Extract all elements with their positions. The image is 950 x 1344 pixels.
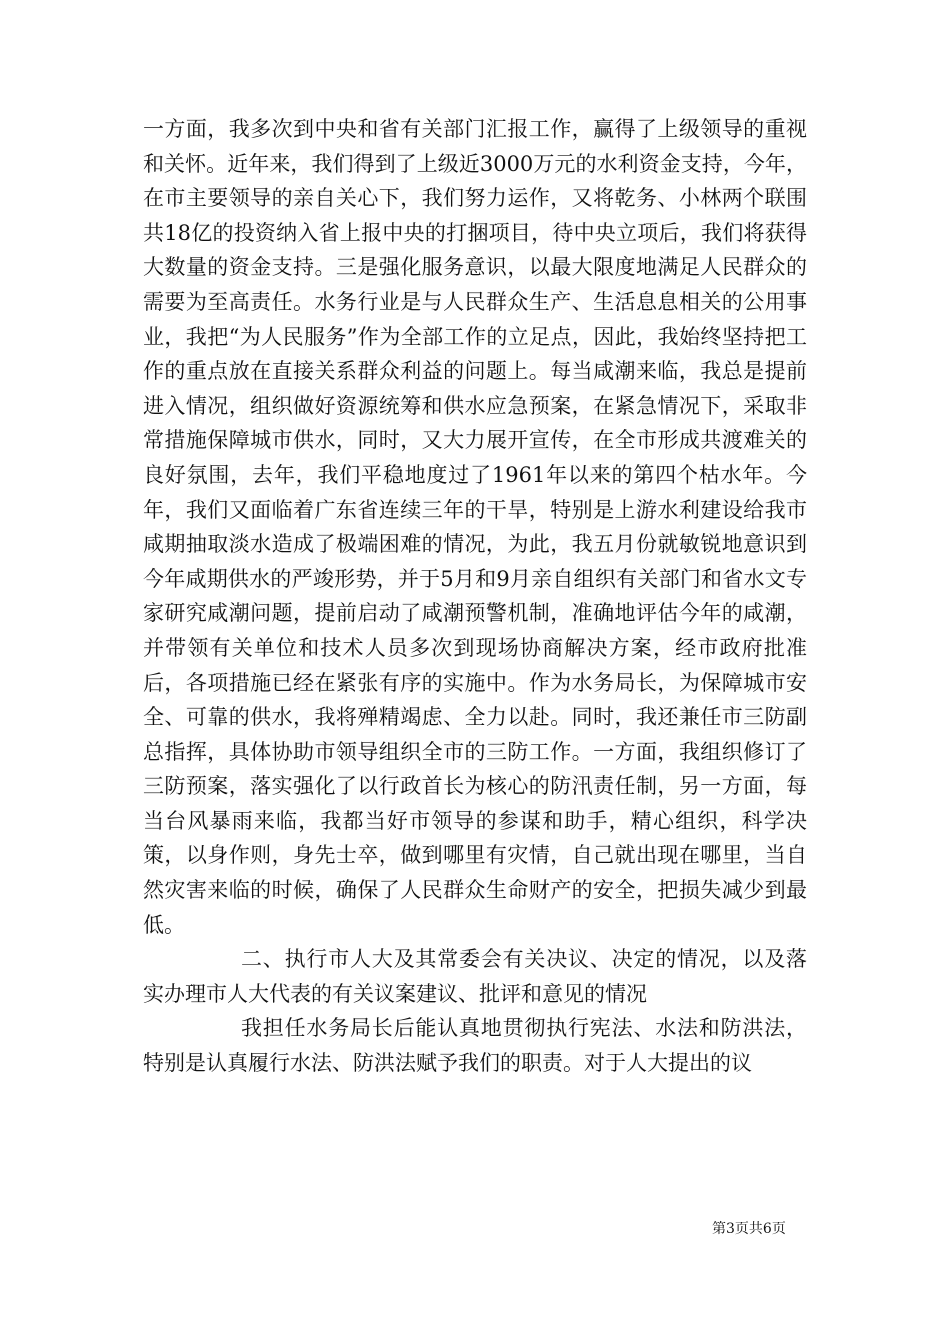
document-body (143, 112, 807, 1081)
section-heading: 二、执行市人大及其常委会有关决议、决定的情况，以及落实办理市人大代表的有关议案建议、批评和意见的情况 (143, 947, 807, 1006)
paragraph-main: 一方面，我多次到中央和省有关部门汇报工作，赢得了上级领导的重视和关怀。近年来，我们得到了上级近3000万元的水利资金支持，今年，在市主要领导的亲自关心下，我们努力运作，又将乾务、小林两个联围共18亿的投资纳入省上报中央的打捆项目，待中央立项后，我们将获得大数量的资金支持。三是强化服务意识，以最大限度地满足人民群众的需要为至高责任。水务行业是与人民群众生产、生活息息相关的公用事业，我把“为人民服务”作为全部工作的立足点，因此，我始终坚持把工作的重点放在直接关系群众利益的问题上。每当咸潮来临，我总是提前进入情况，组织做好资源统筹和供水应急预案，在紧急情况下，采取非常措施保障城市供水，同时，又大力展开宣传，在全市形成共渡难关的良好氛围，去年，我们平稳地度过了1961年以来的第四个枯水年。今年，我们又面临着广东省连续三年的干旱，特别是上游水利建设给我市咸期抽取淡水造成了极端困难的情况，为此，我五月份就敏锐地意识到今年咸期供水的严竣形势，并于5月和9月亲自组织有关部门和省水文专家研究咸潮问题，提前启动了咸潮预警机制，准确地评估今年的咸潮，并带领有关单位和技术人员多次到现场协商解决方案，经市政府批准后，各项措施已经在紧张有序的实施中。作为水务局长，为保障城市安全、可靠的供水，我将殚精竭虑、全力以赴。同时，我还兼任市三防副总指挥，具体协助市领导组织全市的三防工作。一方面，我组织修订了三防预案，落实强化了以行政首长为核心的防汛责任制，另一方面，每当台风暴雨来临，我都当好市领导的参谋和助手，精心组织，科学决策，以身作则，身先士卒，做到哪里有灾情，自己就出现在哪里，当自然灾害来临的时候，确保了人民群众生命财产的安全，把损失减少到最低。 (143, 117, 807, 937)
page-number: 第3页共6页 (712, 1221, 786, 1237)
paragraph-continued: 我担任水务局长后能认真地贯彻执行宪法、水法和防洪法，特别是认真履行水法、防洪法赋予我们的职责。对于人大提出的议 (143, 1016, 807, 1076)
